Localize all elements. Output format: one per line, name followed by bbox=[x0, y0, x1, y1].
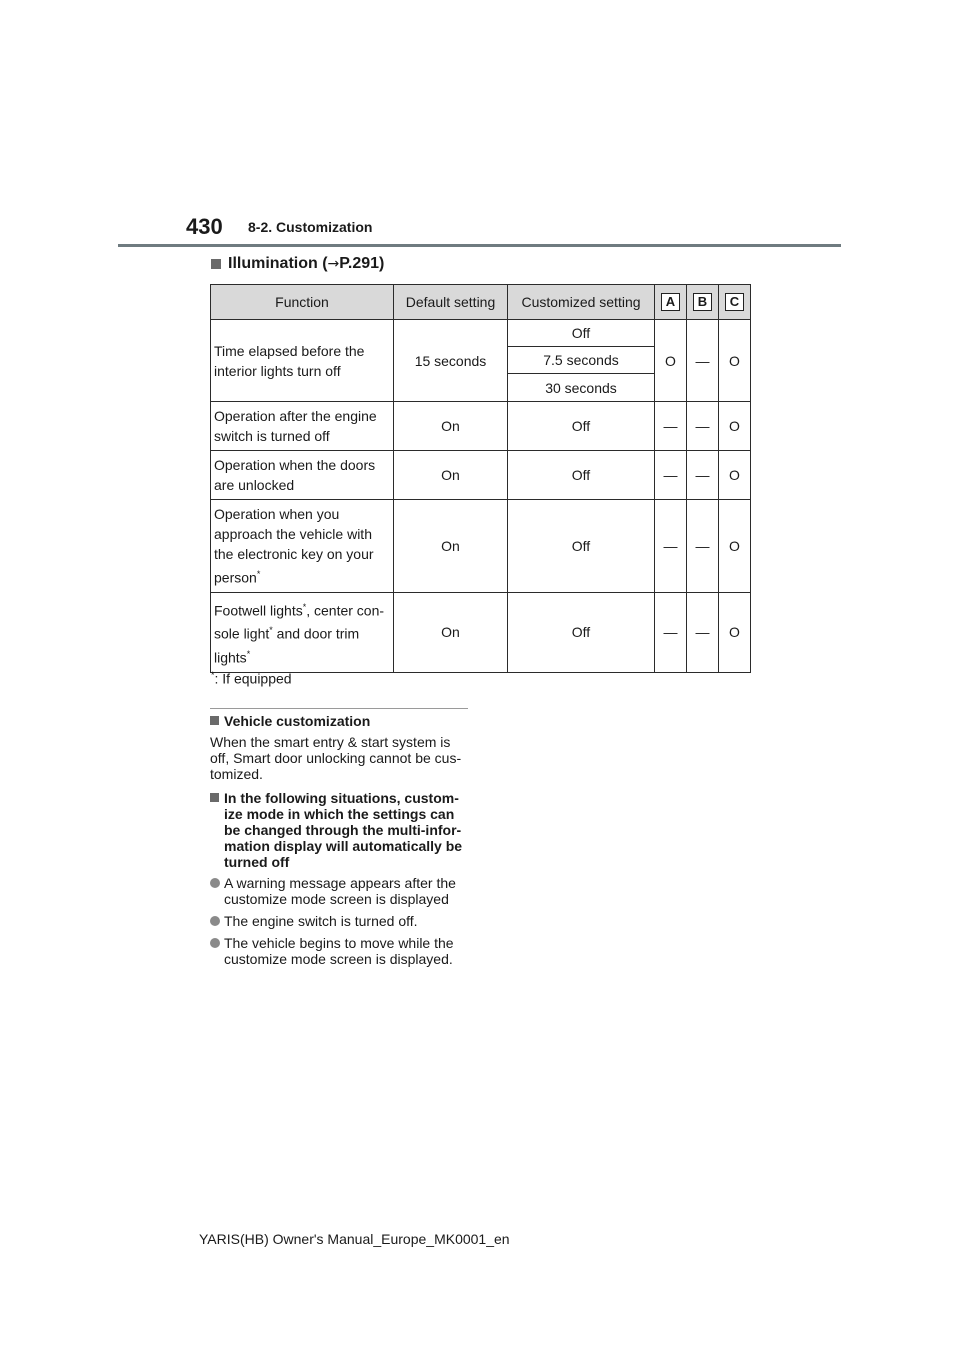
bullet-item bbox=[210, 875, 468, 907]
cell-a: — bbox=[655, 592, 687, 672]
heading-page-ref: P.291) bbox=[339, 255, 385, 272]
bullet-dot-icon bbox=[210, 916, 220, 926]
cell-function bbox=[211, 592, 394, 672]
table-row bbox=[211, 320, 751, 347]
section-heading bbox=[211, 255, 384, 273]
bullet-text: The engine switch is turned off. bbox=[224, 913, 418, 929]
page-footer: YARIS(HB) Owner's Manual_Europe_MK0001_en bbox=[199, 1231, 510, 1247]
cell-default: 15 seconds bbox=[394, 320, 508, 402]
footnote bbox=[211, 670, 292, 687]
cell-a: O bbox=[655, 320, 687, 402]
note-body: When the smart entry & start system is off, Smart door unlocking cannot be cus- tomized. bbox=[210, 734, 462, 782]
bullet-text: The vehicle begins to move while the customize mode screen is displayed. bbox=[224, 935, 454, 967]
note-title bbox=[210, 790, 468, 870]
cell-custom-option: 7.5 seconds bbox=[508, 347, 655, 374]
bullet-dot-icon bbox=[210, 938, 220, 948]
table-row bbox=[211, 592, 751, 672]
bullet-dot-icon bbox=[210, 878, 220, 888]
footnote-marker: * bbox=[302, 601, 307, 612]
cell-custom: Off bbox=[508, 402, 655, 451]
header-col-b bbox=[687, 285, 719, 320]
function-text: and door trim lights bbox=[214, 625, 360, 666]
header-customized-setting: Customized setting bbox=[508, 285, 655, 320]
cell-b: — bbox=[687, 320, 719, 402]
footnote-marker: * bbox=[246, 648, 251, 659]
cell-b: — bbox=[687, 500, 719, 593]
cell-c: O bbox=[719, 402, 751, 451]
bullet-item bbox=[210, 913, 468, 929]
notes-section bbox=[210, 708, 468, 973]
heading-title: Illumination ( bbox=[228, 255, 328, 272]
footnote-marker: * bbox=[256, 569, 261, 579]
function-text: , center con- sole light bbox=[214, 602, 385, 642]
function-text: Footwell lights bbox=[214, 602, 303, 619]
note-title-text: Vehicle customization bbox=[224, 713, 371, 729]
cell-a: — bbox=[655, 451, 687, 500]
note-square-icon bbox=[210, 793, 219, 802]
section-label: 8-2. Customization bbox=[248, 219, 373, 235]
note-square-icon bbox=[210, 716, 219, 725]
footnote-mark: * bbox=[211, 670, 215, 680]
cell-a: — bbox=[655, 500, 687, 593]
table-header-row bbox=[211, 285, 751, 320]
badge-a-icon: A bbox=[661, 293, 680, 311]
cell-default: On bbox=[394, 451, 508, 500]
header-col-c bbox=[719, 285, 751, 320]
cell-a: — bbox=[655, 402, 687, 451]
header-rule bbox=[118, 244, 841, 247]
bullet-text: A warning message appears after the customize mode screen is displayed bbox=[224, 875, 456, 907]
bullet-item bbox=[210, 935, 468, 967]
cell-c: O bbox=[719, 451, 751, 500]
cell-c: O bbox=[719, 500, 751, 593]
header-function: Function bbox=[211, 285, 394, 320]
note-title-text: In the following situations, custom- ize mode in which the settings can be changed through the multi-infor- mation display will automatically be turned off bbox=[224, 790, 463, 870]
cell-custom-option: Off bbox=[508, 320, 655, 347]
note-title bbox=[210, 713, 468, 729]
cell-function: Operation when the doors are unlocked bbox=[211, 451, 394, 500]
arrow-icon: → bbox=[327, 256, 340, 272]
footnote-text: : If equipped bbox=[214, 670, 292, 687]
cell-b: — bbox=[687, 402, 719, 451]
header-default-setting: Default setting bbox=[394, 285, 508, 320]
cell-b: — bbox=[687, 451, 719, 500]
heading-square-icon bbox=[211, 259, 221, 269]
cell-function: Time elapsed before the interior lights turn off bbox=[211, 320, 394, 402]
cell-c: O bbox=[719, 320, 751, 402]
cell-default: On bbox=[394, 402, 508, 451]
cell-default: On bbox=[394, 500, 508, 593]
badge-c-icon: C bbox=[725, 293, 744, 311]
cell-custom-option: 30 seconds bbox=[508, 374, 655, 402]
table-row bbox=[211, 402, 751, 451]
footnote-marker: * bbox=[269, 625, 273, 636]
page-number: 430 bbox=[186, 214, 223, 239]
customization-table bbox=[210, 284, 751, 673]
function-text: Operation when you approach the vehicle with the electronic key on your person bbox=[214, 506, 374, 586]
cell-custom: Off bbox=[508, 500, 655, 593]
cell-b: — bbox=[687, 592, 719, 672]
cell-c: O bbox=[719, 592, 751, 672]
cell-default: On bbox=[394, 592, 508, 672]
badge-b-icon: B bbox=[693, 293, 712, 311]
cell-custom: Off bbox=[508, 592, 655, 672]
table-row bbox=[211, 451, 751, 500]
cell-function: Operation after the engine switch is turned off bbox=[211, 402, 394, 451]
header-col-a bbox=[655, 285, 687, 320]
cell-custom: Off bbox=[508, 451, 655, 500]
cell-function bbox=[211, 500, 394, 593]
table-row bbox=[211, 500, 751, 593]
